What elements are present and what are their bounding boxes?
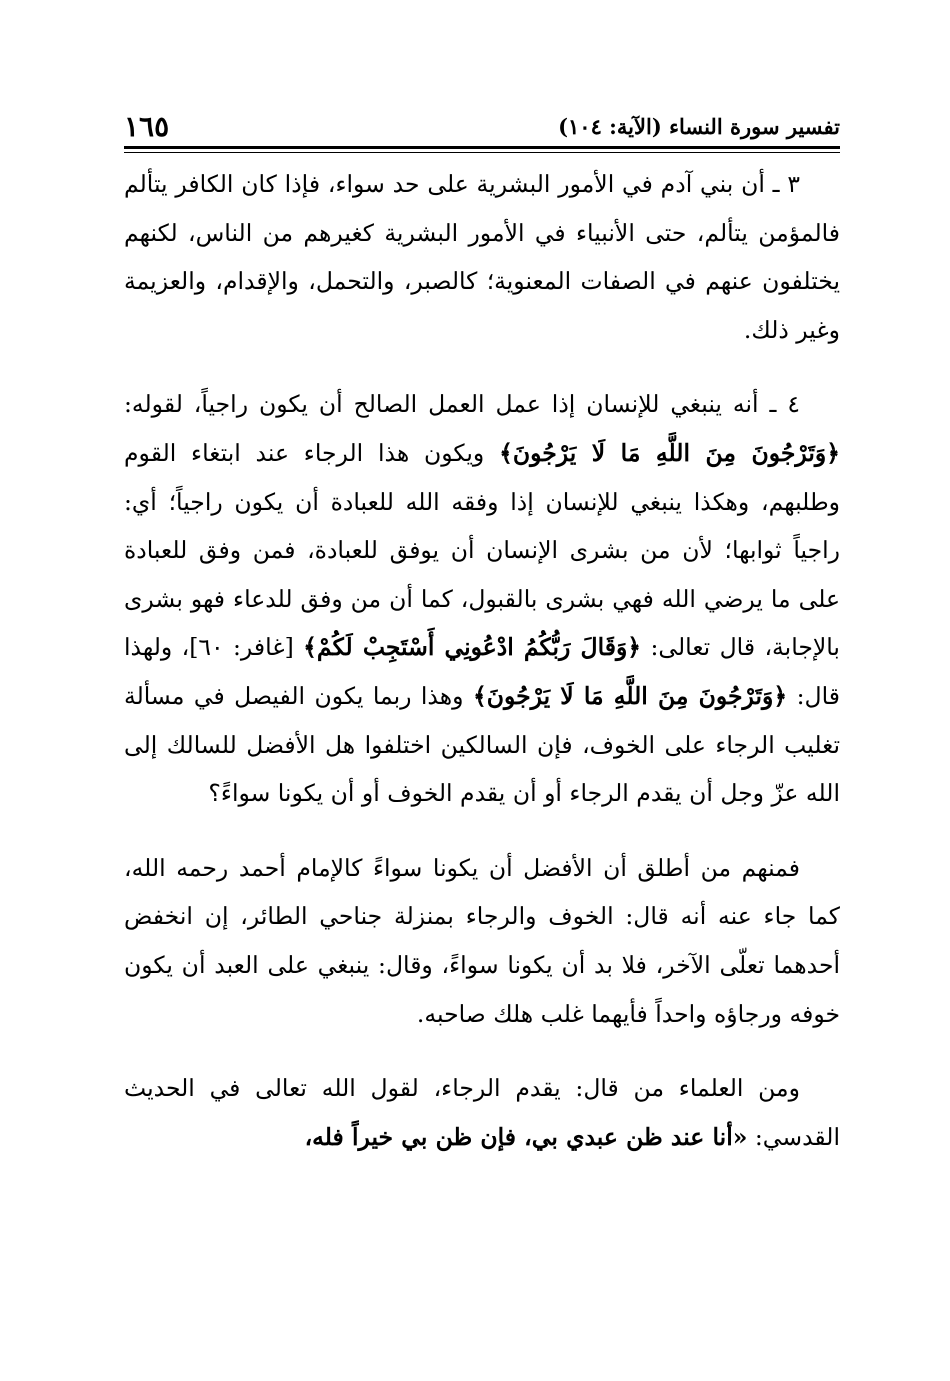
paragraph-gap bbox=[124, 1038, 840, 1064]
quran-verse: ﴿وَتَرْجُونَ مِنَ اللَّهِ مَا لَا يَرْجُونَ﴾ bbox=[472, 681, 788, 710]
quran-verse: ﴿وَتَرْجُونَ مِنَ اللَّهِ مَا لَا يَرْجُونَ﴾ bbox=[499, 438, 840, 467]
paragraph-point-4 bbox=[124, 380, 840, 817]
running-title: تفسير سورة النساء (الآية: ١٠٤) bbox=[558, 113, 840, 139]
page-number: ١٦٥ bbox=[124, 109, 170, 143]
hadith-quote: «أنا عند ظن عبدي بي، فإن ظن بي خيراً فله، bbox=[304, 1122, 748, 1151]
paragraph-gap bbox=[124, 818, 840, 844]
quran-verse: ﴿وَقَالَ رَبُّكُمُ ادْعُونِي أَسْتَجِبْ لَكُمْ﴾ bbox=[303, 633, 642, 662]
paragraph-text: وهذا ربما يكون الفيصل في مسألة تغليب الرجاء على الخوف، فإن السالكين اختلفوا هل الأفضل للسالك إلى الله عزّ وجل أن يقدم الرجاء أو أن يقدم الخوف أو أن يكونا سواءً؟ bbox=[124, 681, 840, 808]
paragraph-hadith-qudsi bbox=[124, 1064, 840, 1161]
paragraph-text: ٤ ـ أنه ينبغي للإنسان إذا عمل العمل الصالح أن يكون راجياً، لقوله: bbox=[124, 390, 800, 419]
paragraph-gap bbox=[124, 354, 840, 380]
header-rule-thin bbox=[124, 152, 840, 153]
paragraph-imam-ahmad: فمنهم من أطلق أن الأفضل أن يكونا سواءً كالإمام أحمد رحمه الله، كما جاء عنه أنه قال: الخوف والرجاء بمنزلة جناحي الطائر، إن انخفض أحدهما تعلّى الآخر، فلا بد أن يكونا سواءً، وقال: ينبغي على العبد أن يكون خوفه ورجاؤه واحداً فأيهما غلب هلك صاحبه. bbox=[124, 853, 840, 1028]
header-rule-thick bbox=[124, 146, 840, 149]
page-header bbox=[124, 104, 840, 148]
paragraph-text: [غافر: ٦٠]، ولهذا قال: bbox=[124, 633, 840, 710]
paragraph-text: ويكون هذا الرجاء عند ابتغاء القوم وطلبهم، وهكذا ينبغي للإنسان إذا وفقه الله للعبادة أن يكون راجياً؛ أي: راجياً ثوابها؛ لأن من بشرى الإنسان أن يوفق للعبادة، فمن وفق للعبادة على ما يرضي الله فهي بشرى بالقبول، كما أن من وفق للدعاء فهو بشرى بالإجابة، قال تعالى: bbox=[124, 438, 840, 662]
page-body bbox=[124, 160, 840, 1161]
paragraph-point-3: ٣ ـ أن بني آدم في الأمور البشرية على حد سواء، فإذا كان الكافر يتألم فالمؤمن يتألم، حتى الأنبياء في الأمور البشرية كغيرهم من الناس، لكنهم يختلفون عنهم في الصفات المعنوية؛ كالصبر، والتحمل، والإقدام، والعزيمة وغير ذلك. bbox=[124, 170, 840, 344]
paragraph-text: ومن العلماء من قال: يقدم الرجاء، لقول الله تعالى في الحديث القدسي: bbox=[124, 1074, 840, 1151]
